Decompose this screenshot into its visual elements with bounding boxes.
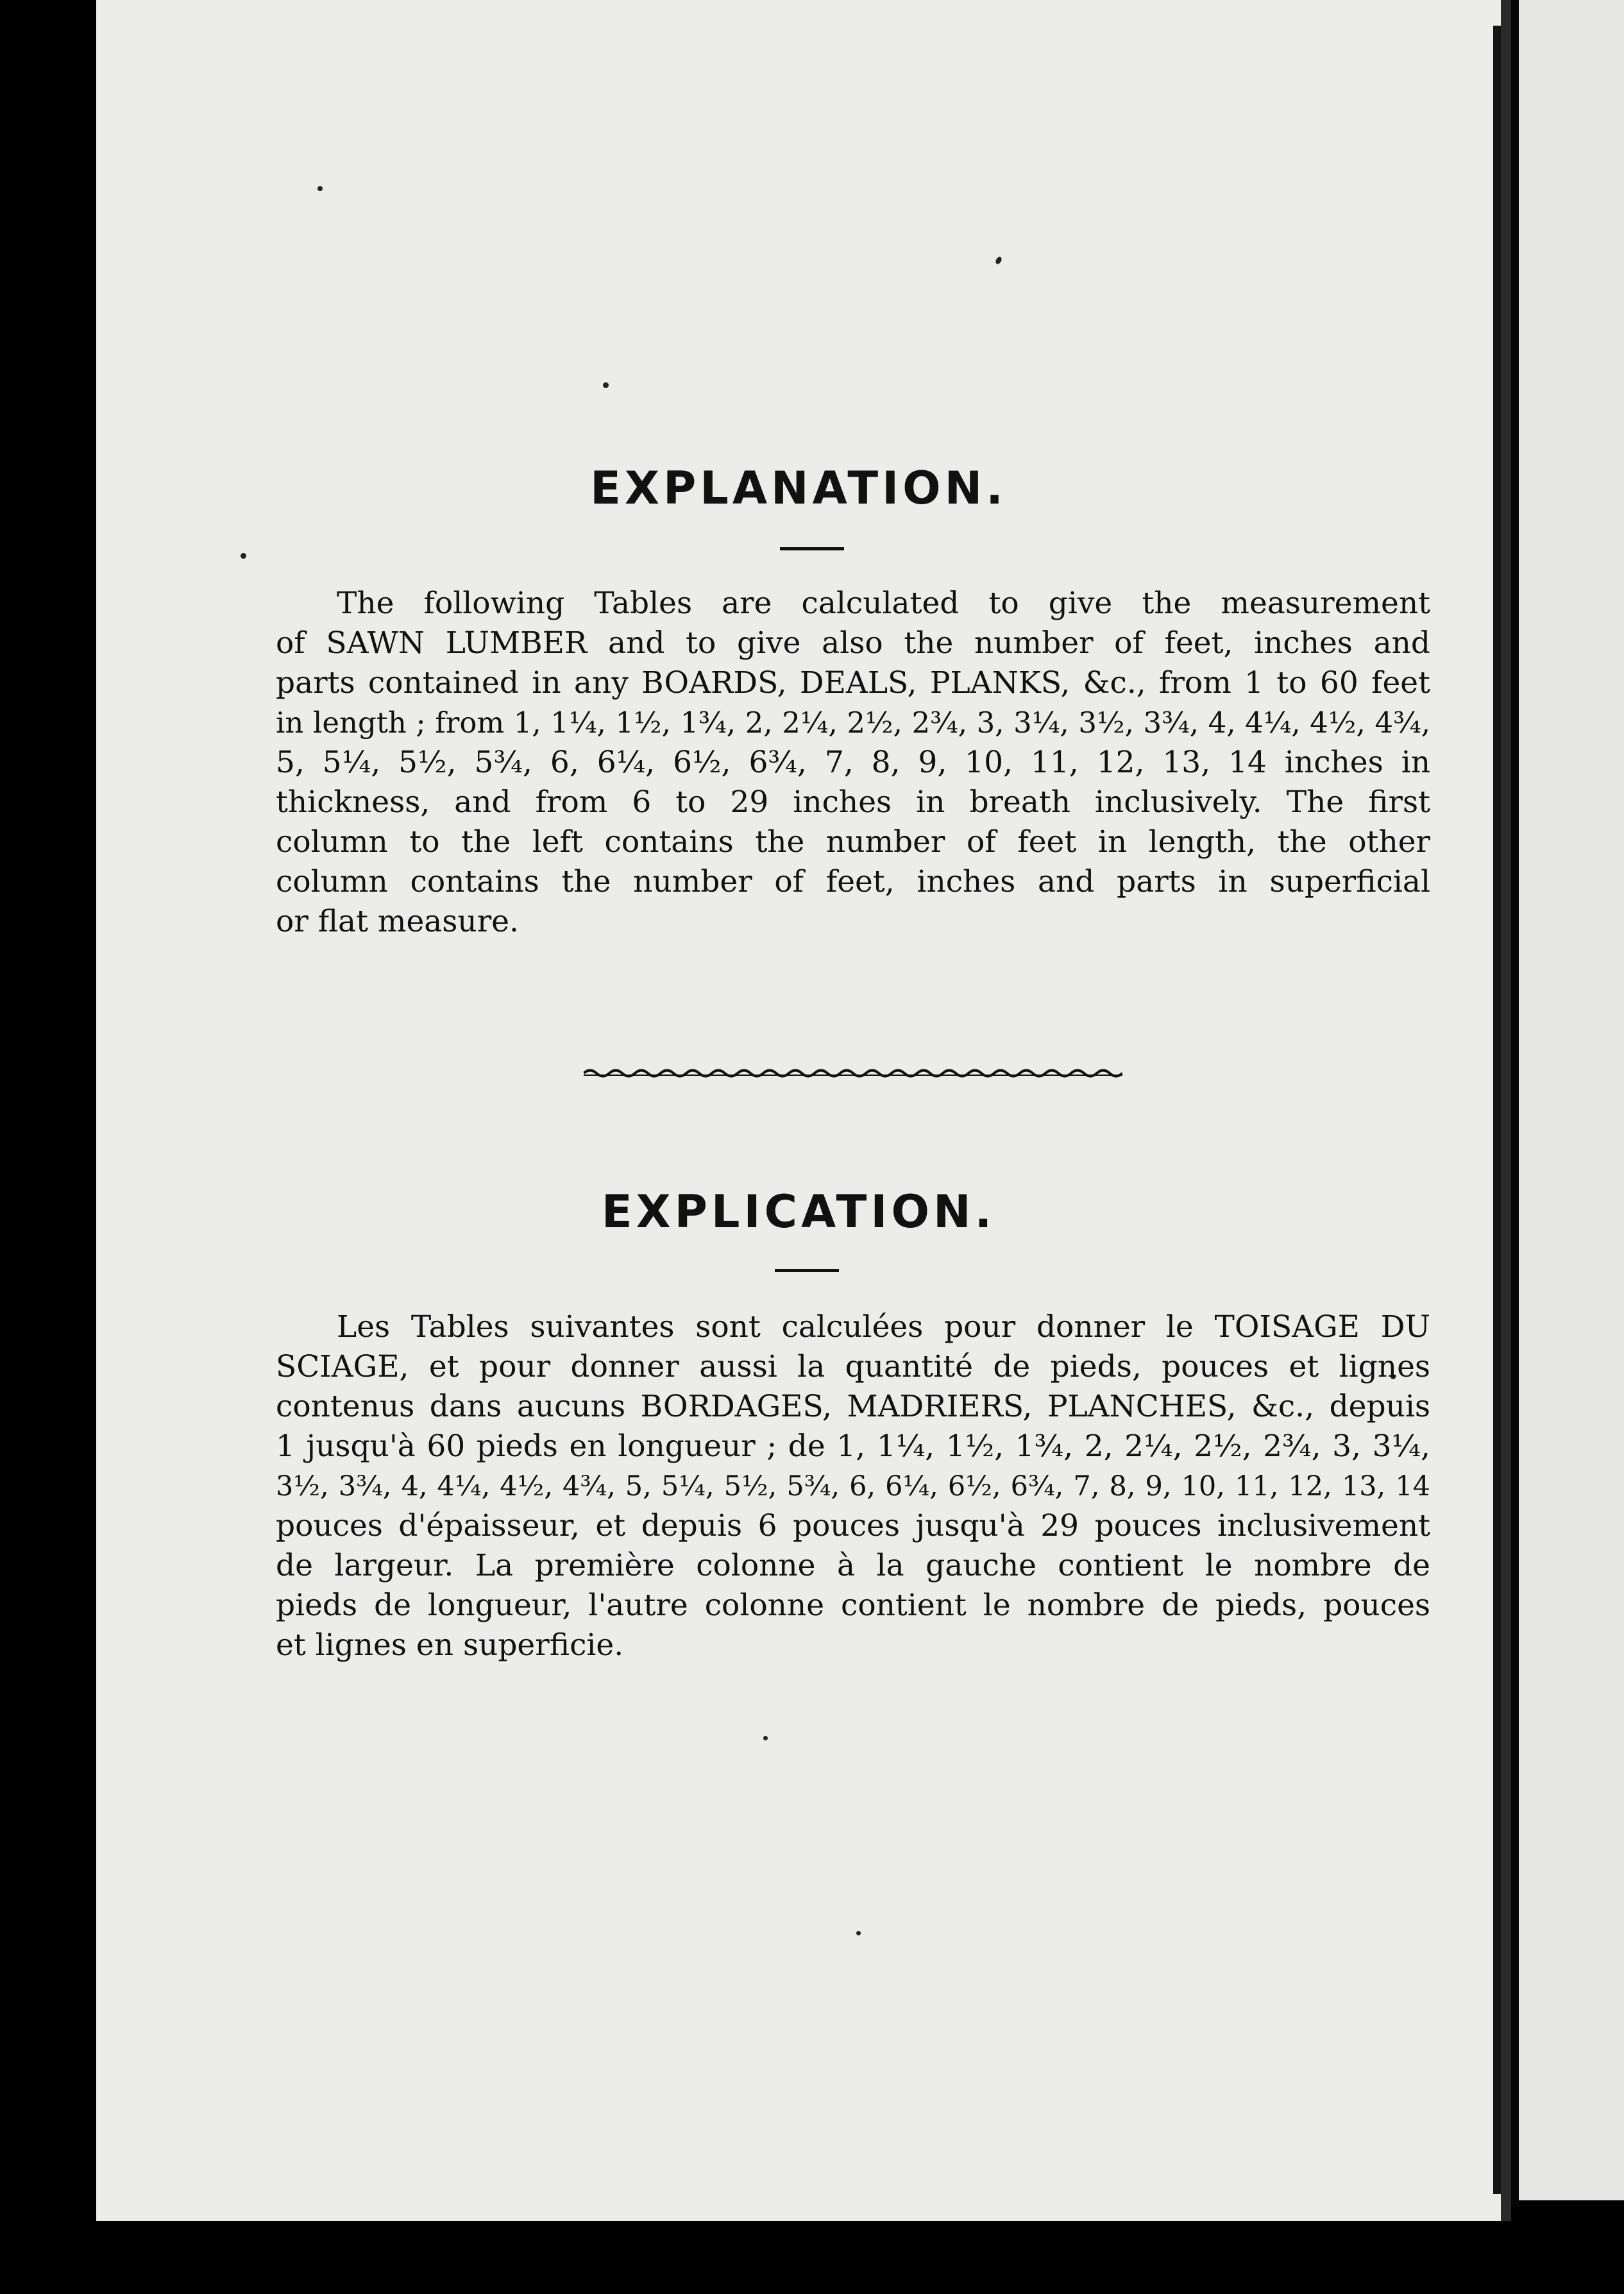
french-heading: EXPLICATION.	[601, 1185, 996, 1238]
french-line: SCIAGE, et pour donner aussi la quantité de pieds, pouces et lignes	[276, 1349, 1430, 1384]
english-line: in length ; from 1, 1¼, 1½, 1¾, 2, 2¼, 2½, 2¾, 3, 3¼, 3½, 3¾, 4, 4¼, 4½, 4¾,	[276, 706, 1430, 740]
french-paragraph	[276, 1307, 1430, 1665]
ink-speck	[603, 382, 609, 388]
english-line: of SAWN LUMBER and to give also the number of feet, inches and	[276, 625, 1430, 661]
english-paragraph	[276, 584, 1430, 942]
ink-speck	[856, 1931, 861, 1935]
english-line: The following Tables are calculated to give the measurement	[337, 586, 1430, 621]
french-line: pouces d'épaisseur, et depuis 6 pouces jusqu'à 29 pouces inclusivement	[276, 1508, 1430, 1543]
french-line: de largeur. La première colonne à la gauche contient le nombre de	[276, 1548, 1430, 1583]
english-heading-rule	[780, 547, 844, 550]
english-line: or flat measure.	[276, 904, 519, 939]
english-line: column contains the number of feet, inches and parts in superficial	[276, 864, 1430, 899]
ink-speck	[317, 186, 323, 191]
french-line: Les Tables suivantes sont calculées pour donner le TOISAGE DU	[337, 1309, 1430, 1345]
document-page	[96, 0, 1511, 2221]
french-line: 1 jusqu'à 60 pieds en longueur ; de 1, 1¼, 1½, 1¾, 2, 2¼, 2½, 2¾, 3, 3¼,	[276, 1429, 1430, 1464]
ink-speck	[241, 553, 246, 559]
facing-page-edge	[1519, 0, 1624, 2200]
french-line: 3½, 3¾, 4, 4¼, 4½, 4¾, 5, 5¼, 5½, 5¾, 6, 6¼, 6½, 6¾, 7, 8, 9, 10, 11, 12, 13, 14	[276, 1470, 1430, 1502]
french-heading-rule	[775, 1269, 839, 1272]
english-heading: EXPLANATION.	[590, 462, 1007, 514]
page-fold-shadow	[1493, 26, 1501, 2194]
english-line: 5, 5¼, 5½, 5¾, 6, 6¼, 6½, 6¾, 7, 8, 9, 10, 11, 12, 13, 14 inches in	[276, 745, 1430, 780]
english-line: thickness, and from 6 to 29 inches in breath inclusively. The first	[276, 785, 1430, 820]
french-line: et lignes en superficie.	[276, 1627, 624, 1663]
ink-speck	[995, 256, 1003, 265]
decorative-wavy-divider	[584, 1066, 1122, 1080]
ink-speck	[763, 1736, 768, 1740]
english-line: column to the left contains the number of feet in length, the other	[276, 824, 1430, 860]
french-line: contenus dans aucuns BORDAGES, MADRIERS, PLANCHES, &c., depuis	[276, 1389, 1430, 1424]
english-line: parts contained in any BOARDS, DEALS, PLANKS, &c., from 1 to 60 feet	[276, 665, 1430, 701]
french-line: pieds de longueur, l'autre colonne contient le nombre de pieds, pouces	[276, 1588, 1430, 1623]
